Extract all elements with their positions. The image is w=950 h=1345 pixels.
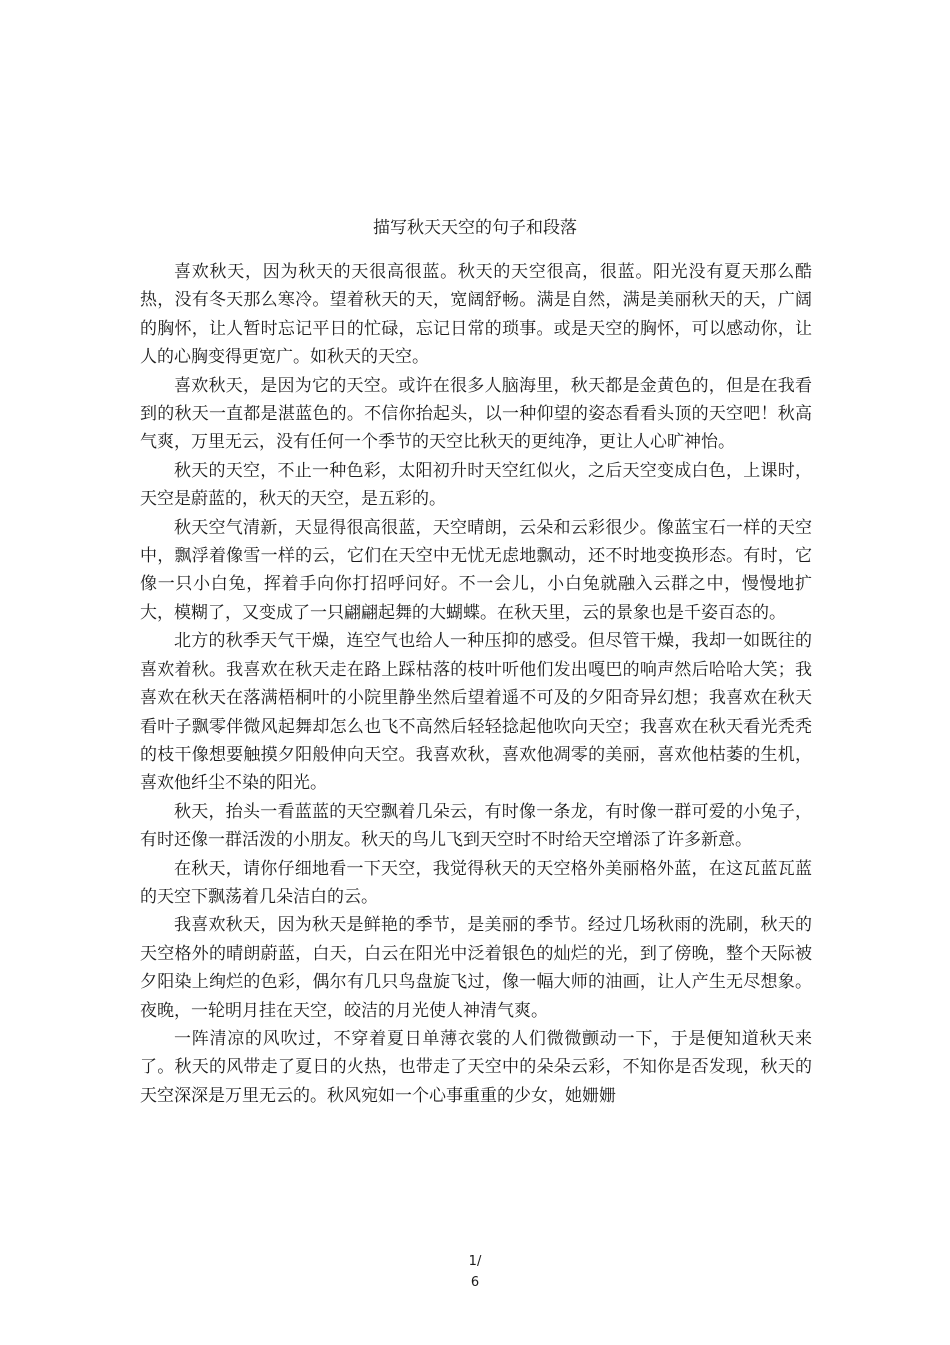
paragraph: 北方的秋季天气干燥，连空气也给人一种压抑的感受。但尽管干燥，我却一如既往的喜欢着秋。我喜欢在秋天走在路上踩枯落的枝叶听他们发出嘎巴的响声然后哈哈大笑；我喜欢在秋天在落满梧桐叶的小院里静坐然后望着遥不可及的夕阳奇异幻想；我喜欢在秋天看叶子飘零伴微风起舞却怎么也飞不高然后轻轻捻起他吹向天空；我喜欢在秋天看光秃秃的枝干像想要触摸夕阳般伸向天空。我喜欢秋，喜欢他凋零的美丽，喜欢他枯萎的生机，喜欢他纤尘不染的阳光。 [140, 631, 812, 794]
paragraph: 一阵清凉的风吹过，不穿着夏日单薄衣裳的人们微微颤动一下，于是便知道秋天来了。秋天的风带走了夏日的火热，也带走了天空中的朵朵云彩，不知你是否发现，秋天的天空深深是万里无云的。秋风宛如一个心事重重的少女，她姗姗 [140, 1028, 812, 1106]
paragraph: 我喜欢秋天，因为秋天是鲜艳的季节，是美丽的季节。经过几场秋雨的洗刷，秋天的天空格外的晴朗蔚蓝，白天，白云在阳光中泛着银色的灿烂的光，到了傍晚，整个天际被夕阳染上绚烂的色彩，偶尔有几只鸟盘旋飞过，像一幅大师的油画，让人产生无尽想象。夜晚，一轮明月挂在天空，皎洁的月光使人神清气爽。 [140, 915, 812, 1021]
document-body [140, 258, 812, 1110]
paragraph: 秋天空气清新，天显得很高很蓝，天空晴朗，云朵和云彩很少。像蓝宝石一样的天空中，飘浮着像雪一样的云，它们在天空中无忧无虑地飘动，还不时地变换形态。有时，它像一只小白兔，挥着手向你打招呼问好。不一会儿，小白兔就融入云群之中，慢慢地扩大，模糊了，又变成了一只翩翩起舞的大蝴蝶。在秋天里，云的景象也是千姿百态的。 [140, 517, 812, 623]
page-title: 描写秋天天空的句子和段落 [373, 218, 577, 238]
paragraph: 喜欢秋天，是因为它的天空。或许在很多人脑海里，秋天都是金黄色的，但是在我看到的秋天一直都是湛蓝色的。不信你抬起头，以一种仰望的姿态看看头顶的天空吧！秋高气爽，万里无云，没有任何一个季节的天空比秋天的更纯净，更让人心旷神怡。 [140, 375, 812, 453]
paragraph: 秋天的天空，不止一种色彩，太阳初升时天空红似火，之后天空变成白色，上课时，天空是蔚蓝的，秋天的天空，是五彩的。 [140, 460, 812, 510]
page-number [0, 1251, 950, 1293]
paragraph: 秋天，抬头一看蓝蓝的天空飘着几朵云，有时像一条龙，有时像一群可爱的小兔子，有时还像一群活泼的小朋友。秋天的鸟儿飞到天空时不时给天空增添了许多新意。 [140, 801, 812, 851]
page-number-total: 6 [470, 1275, 480, 1290]
page-number-current: 1/ [468, 1254, 482, 1269]
paragraph: 喜欢秋天，因为秋天的天很高很蓝。秋天的天空很高，很蓝。阳光没有夏天那么酷热，没有冬天那么寒冷。望着秋天的天，宽阔舒畅。满是自然，满是美丽秋天的天，广阔的胸怀，让人暂时忘记平日的忙碌，忘记日常的琐事。或是天空的胸怀，可以感动你，让人的心胸变得更宽广。如秋天的天空。 [140, 262, 812, 368]
paragraph: 在秋天，请你仔细地看一下天空，我觉得秋天的天空格外美丽格外蓝，在这瓦蓝瓦蓝的天空下飘荡着几朵洁白的云。 [140, 858, 812, 907]
